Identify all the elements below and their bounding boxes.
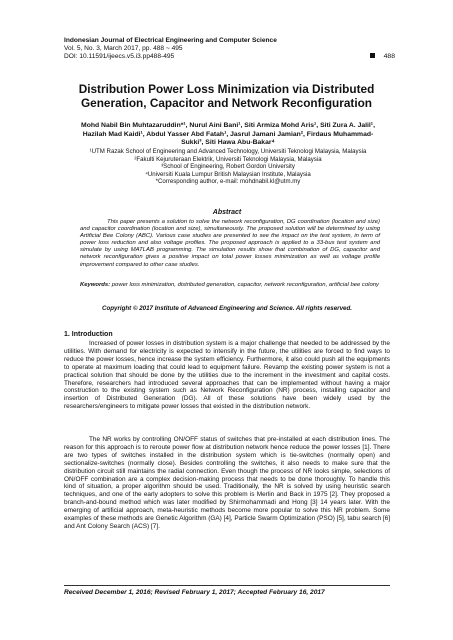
section-heading: 1. Introduction (64, 331, 113, 338)
page-number-box (370, 53, 395, 61)
keywords-text: power loss minimization, distributed generation, capacitor, network reconfiguration, artificial bee colony (111, 282, 379, 288)
abstract-heading: Abstract (212, 209, 242, 216)
affiliation-1: ¹UTM Razak School of Engineering and Advanced Technology, Universiti Teknologi Malaysia, Malaysia (89, 148, 367, 155)
affiliation-3: ³School of Engineering, Robert Gordon University (161, 163, 295, 170)
received-dates: Received December 1, 2016; Revised February 1, 2017; Accepted February 16, 2017 (64, 589, 325, 596)
paper-title: Distribution Power Loss Minimization via Distributed Generation, Capacitor and Network Reconfiguration (78, 82, 375, 110)
abstract-text: This paper presents a solution to solve the network reconfiguration, DG coordination (location and size) and capacitor coordination (location and size), simultaneously. The proposed solution will be determined by using Artificial Bee Colony (ABC). Various case studies are presented to see the impact on the test system, in term of power loss reduction and also voltage profiles. The proposed approach is applied to a 33-bus test system and simulate by using MATLAB programming. The simulation results show that combination of DG, capacitor and network reconfiguration gives a positive impact on total power losses minimization as well as voltage profile improvement compared to other case studies. (80, 219, 380, 268)
affiliations (70, 148, 386, 186)
intro-paragraph-1: Increased of power losses in distribution system is a major challenge that needed to be addressed by the utilities. With demand for electricity is expected to intensify in the future, the utilities are forced to find ways to reduce the power losses, hence increase the system efficiency. Furthermore, it also could push all the equipments to operate at maximum loading that could lead to equipment failure. Revamp the existing power system is not a practical solution that should be done by the utilities due to the increment in the investment and capital costs. Therefore, researchers had introduced several approaches that can be implemented without having a major construction to the existing system such as Network Reconfiguration (NR) process, installing capacitor and insertion of Distributed Generation (DG). All of these solutions have been widely used by the researchers/engineers to mitigate power losses that existed in the distribution network. (64, 340, 390, 411)
affiliation-4: ⁴Universiti Kuala Lumpur British Malaysian Institute, Malaysia (145, 170, 311, 178)
copyright-notice: Copyright © 2017 Institute of Advanced Engineering and Science. All rights reserved. (102, 305, 352, 312)
doi: DOI: 10.11591/ijeecs.v5.i3.pp488-495 (64, 53, 175, 61)
volume-info: Vol. 5, No. 3, March 2017, pp. 488 ~ 495 (64, 45, 183, 53)
affiliation-2: ²Fakulti Kejuruteraan Elektrik, Universiti Teknologi Malaysia, Malaysia (134, 155, 322, 163)
keywords: Keywords: power loss minimization, distributed generation, capacitor, network reconfiguration, artificial bee colony (80, 282, 379, 288)
corresponding-author: *Corresponding author, e-mail: mohdnabil.kl@utm.my (155, 178, 301, 185)
square-bullet-icon (370, 53, 375, 58)
journal-name: Indonesian Journal of Electrical Engineering and Computer Science (64, 37, 277, 44)
keywords-label: Keywords (80, 282, 109, 288)
footer-divider (64, 585, 390, 586)
author-list: Mohd Nabil Bin Muhtazaruddin*¹, Nurul Aini Bani¹, Siti Armiza Mohd Aris¹, Siti Zura A. Jalil¹, Hazilah Mad Kaidi¹, Abdul Yasser Abd Fatah¹, Jasrul Jamani Jamian², Firdaus Muhammad-Sukki³, Siti Hawa Abu-Bakar⁴ (81, 122, 375, 147)
journal-header (64, 37, 394, 62)
intro-paragraph-2: The NR works by controlling ON/OFF status of switches that pre-installed at each distribution lines. The reason for this approach is to reroute power flow at distribution network hence reduce the power losses [1]. There are two types of switches installed in the distribution system which is tie-switches (normally open) and sectionalize-switches (normally close). Besides controlling the switches, it also needs to make sure that the distribution circuit still maintains the radial connection. Even though the process of NR looks simple, selections of ON/OFF combination are a complex decision-making process that needs to be done thoroughly. To handle this kind of situation, a proper algorithm should be used. Traditionally, the NR is solved by using heuristic search techniques, and one of the early adopters to solve this problem is Merlin and Back in 1975 [2]. They proposed a branch-and-bound method which was later modified by Shirmohammadi and Hong [3] 14 years later. With the emerging of artificial approach, meta-heuristic methods become more popular to solve this NR problem. Some examples of these methods are Genetic Algorithm (GA) [4], Particle Swarm Optimization (PSO) [5], tabu search [6] and Ant Colony Search (ACS) [7]. (64, 436, 390, 530)
page-number: 488 (383, 53, 395, 60)
